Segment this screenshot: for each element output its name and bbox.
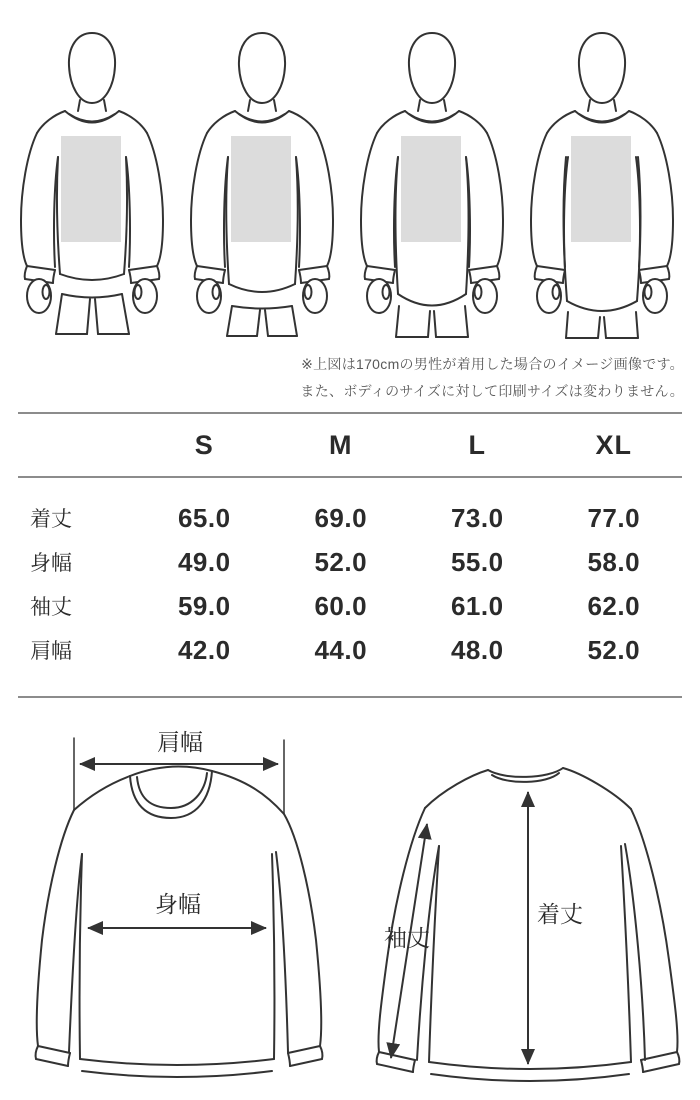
size-value-cell: 52.0: [587, 634, 641, 665]
body-width-label: 身幅: [155, 891, 201, 917]
model-figure-xl: [520, 20, 690, 345]
model-figure-m: [180, 20, 350, 345]
size-row-label: 袖丈: [30, 596, 72, 619]
back-measurement-diagram: [365, 728, 700, 1096]
size-value-cell: 48.0: [450, 634, 504, 665]
note-line-2: また、ボディのサイズに対して印刷サイズは変わりません。: [300, 383, 684, 399]
size-column-header: M: [329, 429, 353, 460]
shoulder-width-label: 肩幅: [157, 729, 203, 755]
size-value-cell: 60.0: [314, 590, 368, 621]
size-value-cell: 49.0: [177, 546, 231, 577]
size-value-cell: 42.0: [177, 634, 231, 665]
front-measurement-diagram: [30, 728, 360, 1090]
size-value-cell: 69.0: [314, 502, 368, 533]
size-column-header: L: [468, 429, 486, 460]
note-line-1: ※上図は170cmの男性が着用した場合のイメージ画像です。: [301, 356, 684, 372]
model-figure-s: [10, 20, 180, 345]
size-value-cell: 52.0: [314, 546, 368, 577]
size-value-cell: 65.0: [177, 502, 231, 533]
body-length-label: 着丈: [537, 901, 583, 927]
size-column-header: S: [194, 429, 214, 460]
size-value-cell: 59.0: [177, 590, 231, 621]
size-table: [18, 412, 682, 698]
size-row-label: 着丈: [30, 508, 72, 531]
table-row: [18, 628, 682, 672]
size-row-label: 身幅: [30, 552, 72, 575]
disclaimer-note: [300, 351, 684, 405]
table-row: [18, 496, 682, 540]
size-value-cell: 62.0: [587, 590, 641, 621]
size-value-cell: 55.0: [450, 546, 504, 577]
table-row: [18, 540, 682, 584]
size-row-label: 肩幅: [30, 640, 72, 663]
size-value-cell: 58.0: [587, 546, 641, 577]
size-value-cell: 73.0: [450, 502, 504, 533]
table-row: [18, 584, 682, 628]
size-column-header: XL: [595, 429, 632, 460]
size-value-cell: 44.0: [314, 634, 368, 665]
model-figure-l: [350, 20, 520, 345]
size-value-cell: 77.0: [587, 502, 641, 533]
size-table-header: [18, 414, 682, 478]
sleeve-length-label: 袖丈: [384, 925, 430, 951]
size-value-cell: 61.0: [450, 590, 504, 621]
